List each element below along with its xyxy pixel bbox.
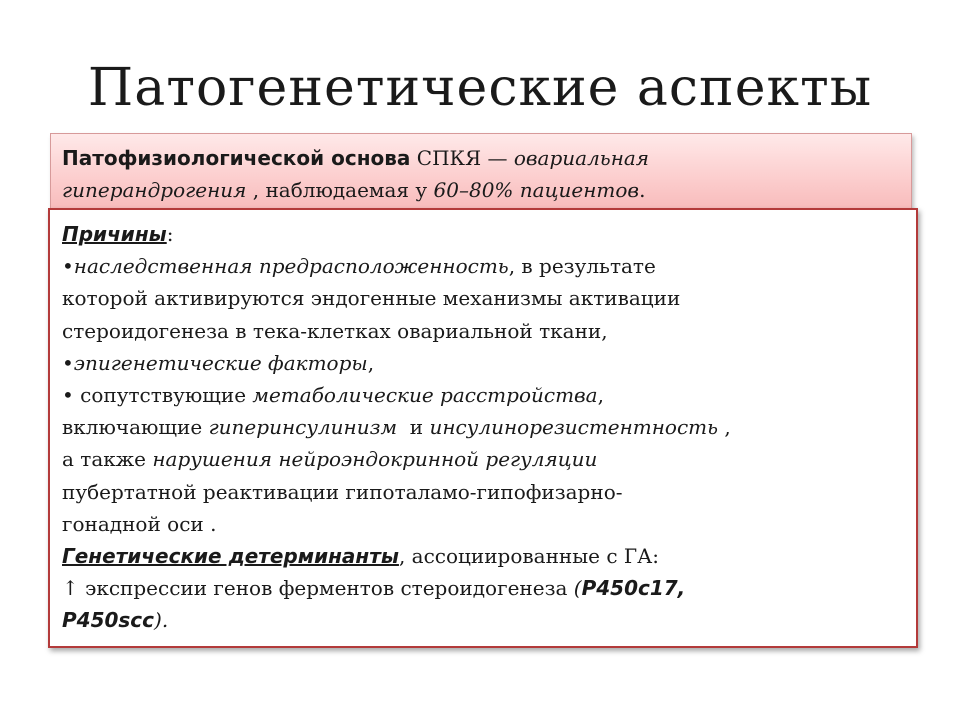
bullet-3-line-1 — [62, 379, 904, 411]
bullet-1-line-2: которой активируются эндогенные механизмы активации — [62, 286, 681, 311]
genetics-rest: , ассоциированные с ГА: — [398, 544, 660, 569]
bullet-3-l3-text-1: а также — [62, 447, 153, 472]
summary-italic-1: овариальная — [513, 146, 650, 170]
bullet-2-line-1 — [62, 347, 904, 379]
bullet-3-text-1: сопутствующие — [73, 383, 253, 408]
gene-1: P450c17, — [581, 576, 686, 601]
genetics-paren-open: ( — [573, 576, 582, 601]
bullet-1-line-3: стероидогенеза в тека-клетках овариальной ткани, — [62, 318, 608, 343]
summary-text-3: . — [639, 178, 646, 202]
bullet-icon: • — [62, 254, 74, 279]
bullet-3-l3-italic-1: нарушения нейроэндокринной регуляции — [152, 447, 598, 472]
bullet-3-line-5: гонадной оси . — [62, 511, 217, 536]
genetics-text: экспрессии генов ферментов стероидогенеза — [78, 576, 574, 601]
summary-line-2 — [62, 174, 900, 206]
bullet-1-italic: наследственная предрасположенность — [73, 254, 509, 279]
arrow-up-icon: ↑ — [62, 576, 79, 601]
bullet-1-rest: , в результате — [508, 254, 656, 279]
bullet-2-italic: эпигенетические факторы — [73, 350, 368, 375]
bullet-3-italic-1: метаболические расстройства — [252, 383, 598, 408]
summary-box — [50, 133, 912, 219]
bullet-3-l2-text-1: включающие — [62, 415, 209, 440]
genetics-heading-line — [62, 540, 904, 572]
summary-bold-lead: Патофизиологической основа — [62, 146, 411, 170]
bullet-3-line-3 — [62, 443, 904, 475]
bullet-3-text-2: , — [597, 383, 604, 408]
bullet-icon: • — [62, 383, 74, 408]
genetics-line-2 — [62, 572, 904, 604]
summary-italic-3: 60–80% пациентов — [433, 178, 640, 202]
bullet-2-rest: , — [367, 350, 375, 375]
genetics-end: ). — [154, 608, 169, 633]
genetics-line-3 — [62, 604, 904, 636]
slide-title: Патогенетические аспекты — [87, 58, 873, 118]
causes-box — [48, 208, 918, 648]
causes-heading: Причины — [62, 222, 167, 246]
summary-text-2: , наблюдаемая у — [246, 178, 434, 202]
causes-heading-line — [62, 218, 904, 250]
summary-text-1: СПКЯ — — [410, 146, 514, 170]
summary-line-1 — [62, 142, 900, 174]
bullet-3-l2-text-2: и — [397, 415, 430, 440]
causes-colon: : — [166, 222, 174, 246]
bullet-3-l2-italic-1: гиперинсулинизм — [208, 415, 398, 440]
bullet-3-line-4: пубертатной реактивации гипоталамо-гипофизарно- — [62, 479, 623, 504]
bullet-3-l2-italic-2: инсулинорезистентность — [429, 415, 719, 440]
bullet-3-line-2 — [62, 411, 904, 443]
summary-italic-2: гиперандрогения — [62, 178, 247, 202]
bullet-1-line-1 — [62, 250, 904, 282]
bullet-icon: • — [62, 350, 74, 375]
bullet-3-l2-text-3: , — [718, 415, 731, 440]
gene-2: P450scc — [62, 608, 155, 633]
genetics-heading: Генетические детерминанты — [62, 544, 399, 569]
